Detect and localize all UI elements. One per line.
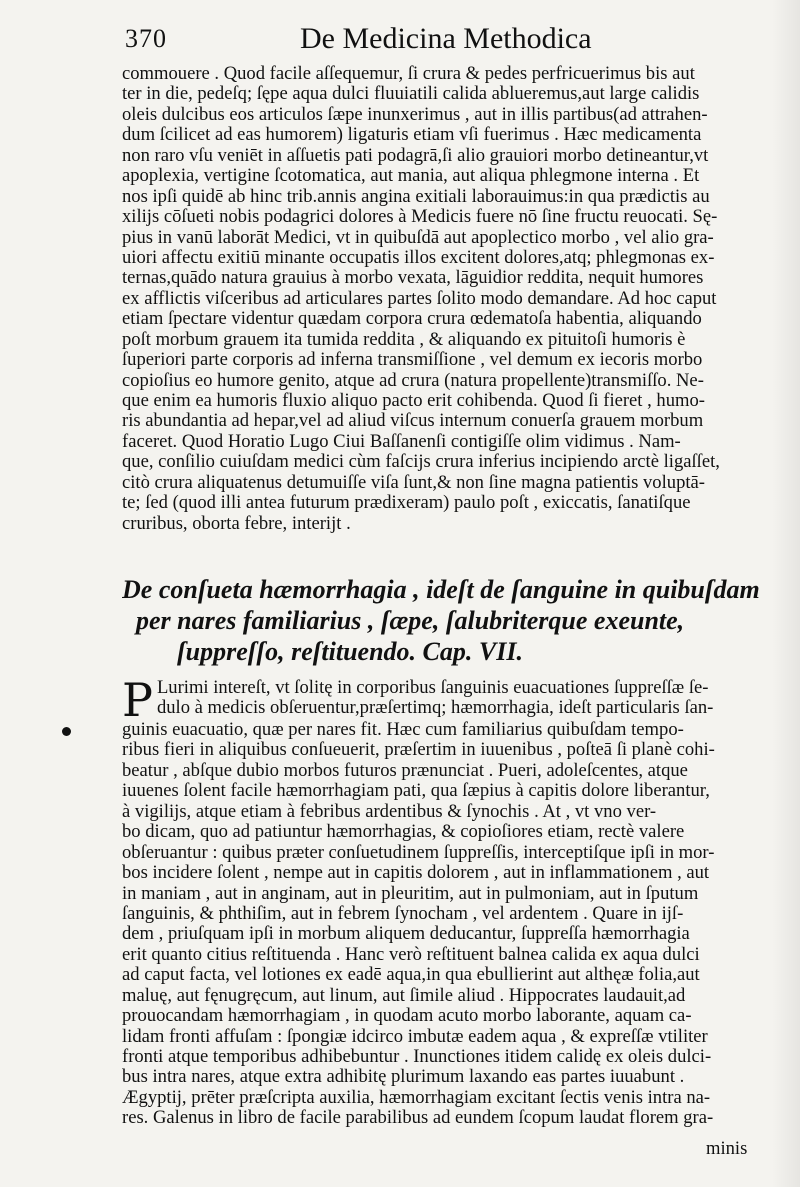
text-line: lidam fronti affuſam : ſpongiæ idcirco imbutæ eadem aqua , & expreſſæ vtiliter	[122, 1026, 708, 1047]
paragraph-2	[122, 673, 772, 1129]
text-line: oleis dulcibus eos articulos ſæpe inunxerimus , aut in illis partibus(ad attrahen-	[122, 104, 708, 125]
text-line: beatur , abſque dubio morbos futuros prænunciat . Pueri, adoleſcentes, atque	[122, 760, 688, 781]
paragraph-1	[122, 64, 772, 534]
text-line: faceret. Quod Horatio Lugo Ciui Baſſanenſi contigiſſe olim vidimus . Nam-	[122, 431, 681, 452]
text-line: ternas,quādo natura grauius à morbo vexata, lāguidior reddita, nequit humores	[122, 268, 704, 289]
text-line: xilijs cōſueti nobis podagrici dolores à Medicis fuere nō ſine fructu reuocati. Sę-	[122, 207, 718, 228]
text-line: ris abundantia ad hepar,vel ad aliud viſcus internum conuerſa grauem morbum	[122, 411, 704, 432]
text-line: ſanguinis, & phthiſim, aut in febrem ſynocham , vel ardentem . Quare in ijſ-	[122, 903, 684, 924]
text-line: copioſius eo humore genito, atque ad crura (natura propellente)transmiſſo. Ne-	[122, 370, 704, 391]
text-line: etiam ſpectare videntur quædam corpora crura œdematoſa habentia, aliquando	[122, 309, 702, 330]
text-line: citò crura aliquatenus detumuiſſe viſa ſunt,& non ſine magna patientis voluptā-	[122, 472, 705, 493]
text-line: à vigilijs, atque etiam à febribus ardentibus & ſynochis . At , vt vno ver-	[122, 801, 657, 822]
text-line: bus intra nares, atque extra adhibitę plurimum laxando eas partes iuuabunt .	[122, 1067, 685, 1088]
running-title: De Medicina Methodica	[300, 22, 592, 55]
chapter-heading-line: De conſueta hæmorrhagia , ideſt de ſanguine in quibuſdam	[122, 575, 760, 604]
text-line: que enim ea humoris fluxio aliquo pacto erit cohibenda. Quod ſi fieret , humo-	[122, 391, 705, 411]
text-line: ex afflictis viſceribus ad articulares partes ſolito modo demandare. Ad hoc caput	[122, 288, 717, 309]
text-line: maluę, aut fęnugręcum, aut linum, aut ſimile aliud . Hippocrates laudauit,ad	[122, 985, 686, 1006]
text-line: que, conſilio cuiuſdam medici cùm faſcijs crura inferius incipiendo arctè ligaſſet,	[122, 452, 720, 473]
text-line: ter in die, pedeſq; ſępe aqua dulci fluuiatili calida ablueremus,aut large calidis	[122, 84, 700, 105]
text-line: ad caput facta, vel lotiones ex eadē aqua,in qua ebullierint aut althęæ folia,aut	[122, 965, 700, 986]
text-line: obſeruantur : quibus præter conſuetudinem ſuppreſſis, interceptiſque ipſi in mor-	[122, 842, 715, 863]
page-number: 370	[125, 24, 167, 53]
text-line: cruribus, oborta febre, interijt .	[122, 513, 351, 534]
text-line: pius in vanū laborāt Medici, vt in quibuſdā aut apoplectico morbo , vel alio gra-	[122, 227, 714, 248]
text-line: dulo à medicis obſeruentur,præſertimq; hæmorrhagia, ideſt particularis ſan-	[156, 698, 714, 719]
text-line: te; ſed (quod illi antea futurum prædixeram) paulo poſt , exiccatis, ſanatiſque	[122, 493, 691, 514]
catchword: minis	[706, 1138, 748, 1159]
text-line: bo dicam, quo ad patiuntur hæmorrhagias, & copioſiores etiam, rectè valere	[122, 822, 685, 843]
text-line: Ægyptij, prēter præſcripta auxilia, hæmorrhagiam excitant ſectis venis intra na-	[122, 1087, 711, 1108]
page-header	[125, 18, 775, 62]
text-line: uiori affectu exitiū minante occupatis illos excitent dolores,atq; phlegmonas ex-	[122, 247, 715, 268]
chapter-heading-line: per nares familiarius , ſæpe, ſalubriterque exeunte,	[136, 606, 685, 635]
text-line: in maniam , aut in anginam, aut in pleuritim, aut in pulmoniam, aut in ſputum	[122, 883, 699, 904]
text-line: dum ſcilicet ad eas humorem) ligaturis etiam vſi fuerimus . Hæc medicamenta	[122, 125, 702, 146]
text-line: poſt morbum grauem ita tumida reddita , & aliquando ex pituitoſi humoris è	[122, 329, 686, 350]
text-line: iuuenes ſolent facile hæmorrhagiam pati, qua ſæpius à capitis dolore liberantur,	[122, 781, 710, 802]
text-line: erit quanto citius reſtituenda . Hanc verò reſtituent balnea calida ex aqua dulci	[122, 944, 700, 965]
text-line: ribus fieri in aliquibus conſueuerit, præſertim in iuuenibus , poſteā ſi planè cohi-	[122, 740, 715, 761]
text-line: bos incidere ſolent , nempe aut in capitis dolorem , aut in inflammationem , aut	[122, 863, 710, 884]
text-line: non raro vſu veniēt in aſſuetis pati podagrā,ſi alio grauiori morbo detineantur,vt	[122, 145, 709, 166]
text-line: commouere . Quod facile aſſequemur, ſi crura & pedes perfricuerimus bis aut	[122, 64, 695, 84]
text-line: fronti atque temporibus adhibebuntur . Inunctiones itidem calidę ex oleis dulci-	[122, 1047, 712, 1067]
drop-cap: P	[122, 673, 153, 727]
text-line: nos ipſi quidē ab hinc trib.annis angina exitiali laborauimus:in qua prædictis au	[122, 186, 710, 207]
text-line: res. Galenus in libro de facile parabilibus ad eundem ſcopum laudat florem gra-	[122, 1108, 714, 1129]
text-line: prouocandam hæmorrhagiam , in quodam acuto morbo laborante, aquam ca-	[122, 1006, 692, 1027]
chapter-heading	[122, 574, 782, 667]
text-line: ſuperiori parte corporis ad inferna transmiſſione , vel demum ex iecoris morbo	[122, 350, 703, 371]
chapter-heading-line: ſuppreſſo, reſtituendo. Cap. VII.	[177, 637, 523, 666]
text-line: apoplexia, vertigine ſcotomatica, aut mania, aut aliqua phlegmone interna . Et	[122, 166, 700, 187]
text-line: guinis euacuatio, quæ per nares fit. Hæc cum familiarius quibuſdam tempo-	[122, 720, 684, 740]
text-line: Lurimi intereſt, vt ſolitę in corporibus ſanguinis euacuationes ſuppreſſæ ſe-	[156, 678, 709, 698]
margin-mark	[62, 727, 71, 736]
text-line: dem , priuſquam ipſi in morbum aliquem deducantur, ſuppreſſa hæmorrhagia	[122, 924, 690, 945]
